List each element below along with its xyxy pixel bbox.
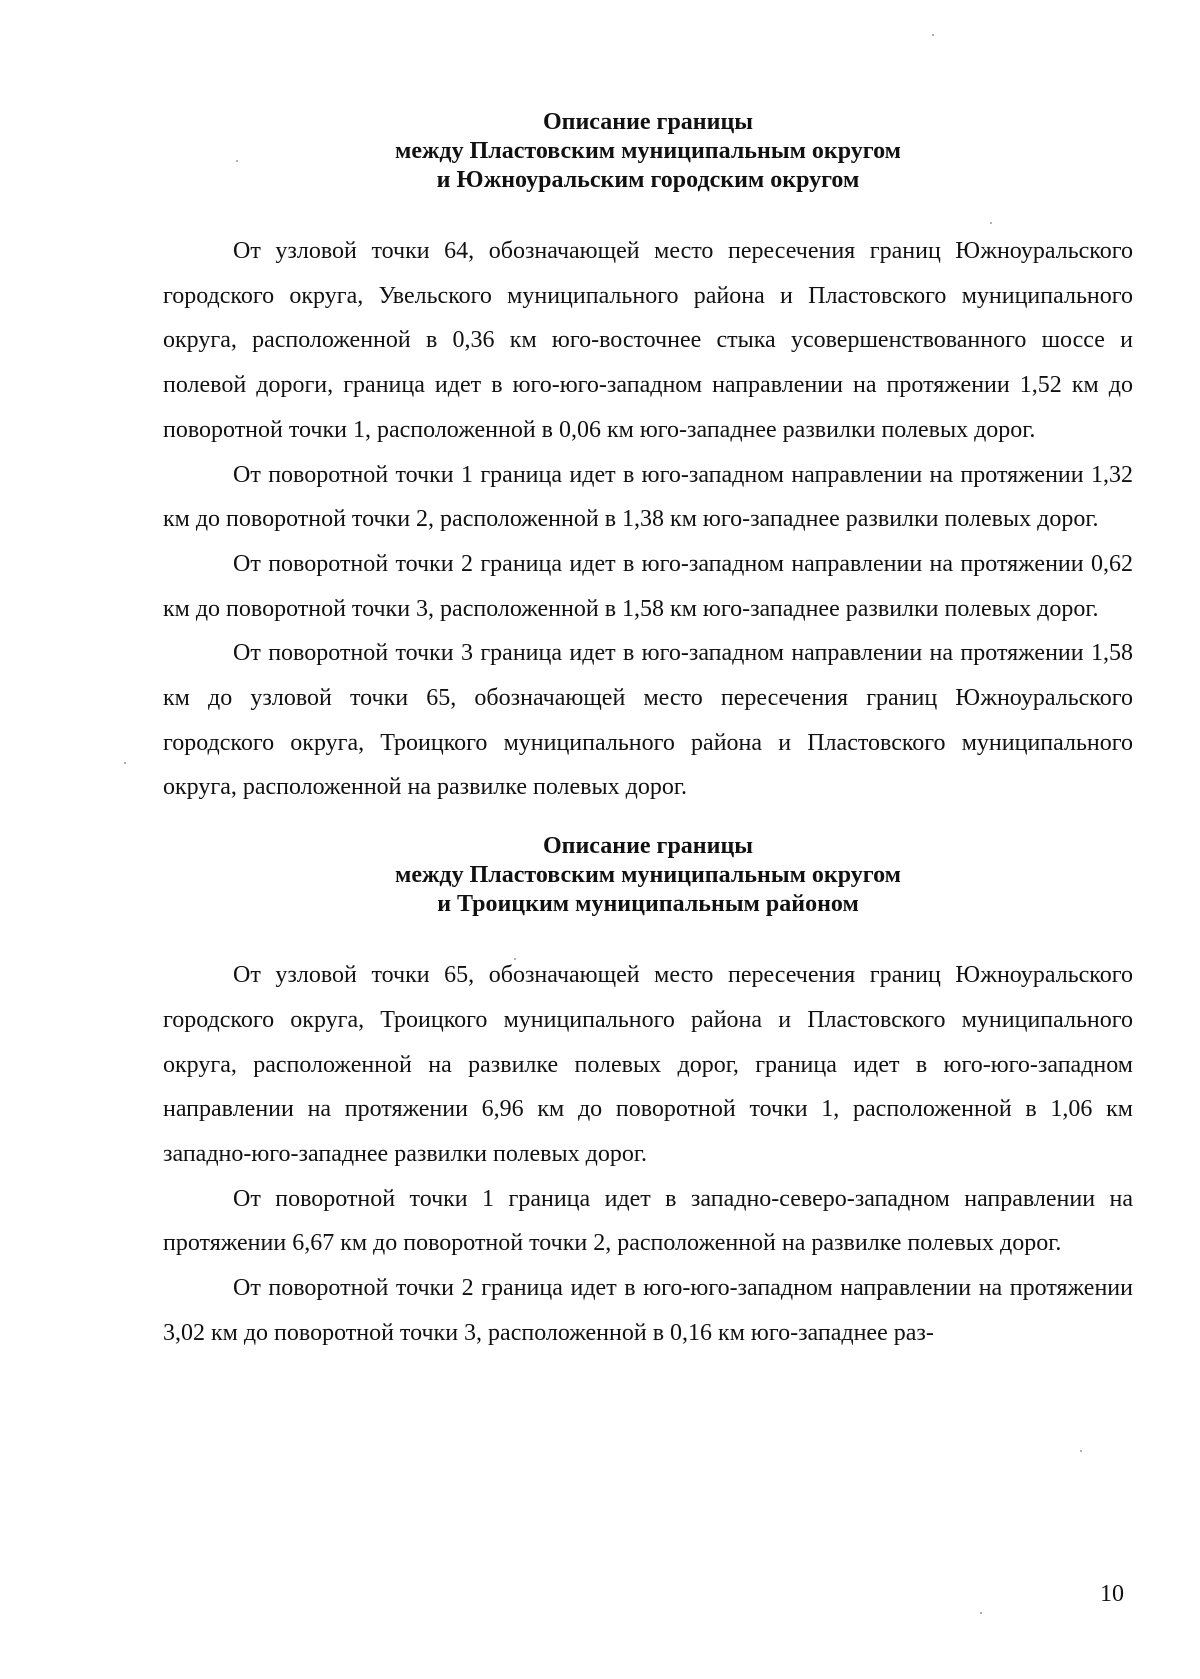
paragraph: От поворотной точки 1 граница идет в западно-северо-западном направлении на протяжении 6,67 км до поворотной точки 2, расположенной на развилке полевых дорог. [163, 1185, 1133, 1257]
scan-speck [124, 762, 126, 764]
section-heading [163, 108, 1133, 195]
heading-line: между Пластовским муниципальным округом [395, 862, 901, 889]
scan-speck [1080, 1450, 1082, 1452]
section-paragraphs [163, 953, 1133, 1355]
paragraph: От поворотной точки 2 граница идет в юго-западном направлении на протяжении 0,62 км до поворотной точки 3, расположенной в 1,58 км юго-западнее развилки полевых дорог. [163, 550, 1133, 622]
section-plastovsky-yuzhnouralsky [163, 108, 1133, 810]
paragraph: От поворотной точки 3 граница идет в юго-западном направлении на протяжении 1,58 км до узловой точки 65, обозначающей место пересечения границ Южноуральского городского округа, Троицкого муниципального района и Пластовского муниципального округа, расположенной на развилке полевых дорог. [163, 640, 1133, 801]
paragraph: От узловой точки 65, обозначающей место пересечения границ Южноуральского городского округа, Троицкого муниципального района и Пластовского муниципального округа, расположенной на развилке полевых дорог, граница идет в юго-юго-западном направлении на протяжении 6,96 км до поворотной точки 1, расположенной в 1,06 км западно-юго-западнее развилки полевых дорог. [163, 962, 1133, 1167]
scan-speck [932, 34, 934, 36]
scan-speck [514, 958, 516, 960]
scan-speck [980, 1612, 982, 1614]
paragraph: От поворотной точки 2 граница идет в юго-юго-западном направлении на протяжении 3,02 км до поворотной точки 3, расположенной в 0,16 км юго-западнее раз- [163, 1275, 1133, 1346]
scan-speck [236, 160, 238, 162]
heading-line: и Южноуральским городским округом [436, 167, 860, 193]
section-paragraphs [163, 229, 1133, 810]
paragraph: От поворотной точки 1 граница идет в юго-западном направлении на протяжении 1,32 км до поворотной точки 2, расположенной в 1,38 км юго-западнее развилки полевых дорог. [163, 461, 1133, 533]
heading-line: Описание границы [542, 109, 754, 135]
heading-line: Описание границы [542, 833, 754, 860]
heading-line: и Троицким муниципальным районом [437, 891, 859, 918]
scan-speck [990, 222, 992, 224]
page-number: 10 [1100, 1581, 1124, 1607]
paragraph: От узловой точки 64, обозначающей место пересечения границ Южноуральского городского округа, Увельского муниципального района и Пластовского муниципального округа, расположенной в 0,36 км юго-восточнее стыка усовершенствованного шоссе и полевой дороги, граница идет в юго-юго-западном направлении на протяжении 1,52 км до поворотной точки 1, расположенной в 0,06 км юго-западнее развилки полевых дорог. [163, 238, 1133, 443]
heading-line: между Пластовским муниципальным округом [395, 138, 901, 164]
section-heading [163, 832, 1133, 919]
document-body [163, 108, 1133, 1355]
section-plastovsky-troitsky [163, 832, 1133, 1355]
